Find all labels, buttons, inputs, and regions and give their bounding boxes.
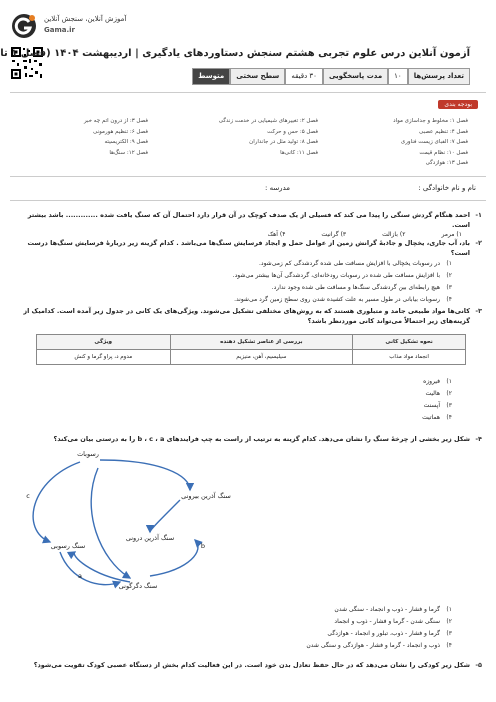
exam-meta [192, 68, 470, 85]
option-2[interactable]: ۲)با افزایش مسافت طی شده در رسوبات رودخانه‌ای، گردشدگی آن‌ها بیشتر می‌شود. [232, 272, 452, 279]
table-header: بررسی از عناصر تشکیل دهنده [170, 335, 353, 350]
arrow-b [150, 540, 198, 576]
budget-badge: بودجه بندی [438, 100, 478, 109]
school-field[interactable]: مدرسه : [264, 184, 290, 192]
arrow-c [33, 462, 80, 542]
divider [10, 92, 486, 93]
question-text: احمد هنگام گردش سنگی را پیدا می کند که فسیلی از یک صدف کوچک در آن قرار دارد احتمال آن که سنگ یافت شده ............. باشد بیشتر است. [27, 211, 470, 229]
table-header: ویژگی [37, 335, 171, 350]
option-2[interactable]: ۲)سنگی شدن - گرما و فشار - ذوب و انجماد [334, 618, 452, 625]
topic-item: فصل ۴: تنظیم عصبی [419, 128, 468, 135]
question-1 [16, 210, 482, 240]
arrow-top-right [100, 460, 190, 490]
divider [10, 176, 486, 177]
node-intrusive-igneous: سنگ آذرین درونی [125, 534, 175, 542]
topic-item: فصل ۸: تولید مثل در جانداران [249, 139, 318, 145]
question-number: ۲- [475, 239, 482, 247]
label-c: c [26, 492, 30, 500]
label-a: a [78, 572, 82, 580]
table-header: نحوه تشکیل کانی [353, 335, 466, 350]
table-header-row [37, 335, 466, 350]
topic-item: فصل ۱۰: نظام قیمت [419, 149, 468, 156]
duration-label: مدت پاسخگویی [323, 68, 388, 85]
option-4[interactable]: ۴) آهک [267, 231, 286, 238]
node-sedimentary-rock: سنگ رسوبی [50, 542, 86, 550]
option-1[interactable]: ۱)گرما و فشار - ذوب و انجماد - سنگی شدن [334, 606, 452, 613]
question-text: شکل زیر بخشی از چرخهٔ سنگ را نشان می‌دهد. کدام گزینه به ترتیب از راست به چپ فرایندهای b ، c ، a را به درستی بیان می‌کند؟ [53, 435, 470, 443]
question-5 [16, 660, 482, 670]
option-3[interactable]: ۳)هیچ رابطه‌ای بین گردشدگی سنگ‌ها و مسافت طی شده وجود ندارد. [271, 284, 452, 291]
topic-item: فصل ۳: از درون اتم چه خبر [83, 118, 148, 124]
question-text: شکل زیر کودکی را نشان می‌دهد که در حال حفظ تعادل بدن خود است. در این فعالیت کدام بخش از دستگاه عصبی کودک تقویت می‌شود؟ [33, 661, 470, 669]
option-1[interactable]: ۱)در رسوبات یخچالی با افزایش مسافت طی شده گردشدگی کم زمی‌شود. [258, 260, 452, 267]
student-name-field[interactable]: نام و نام خانوادگی : [418, 184, 476, 192]
option-3[interactable]: ۳)آپسنت [423, 402, 452, 409]
arrow-middle [150, 500, 180, 532]
table-cell: انجماد مواد مذاب [353, 350, 466, 365]
node-metamorphic-rock: سنگ دگرگونی [118, 582, 158, 590]
question-text: باد، آب جاری، یخچال و جاذبهٔ گرانش زمین از عوامل حمل و ایجاد فرسایش سنگ‌ها می‌باشد . کدام گزینه زیر دربارهٔ فرسایش سنگ‌ها درست است؟ [27, 239, 470, 257]
question-3-options [16, 376, 482, 424]
brand-tagline: آموزش آنلاین، سنجش آنلاین [44, 15, 127, 23]
table-row [37, 350, 466, 365]
table-cell: سیلیسیم، آهن، منیزیم [170, 350, 353, 365]
difficulty-label: سطح سختی [230, 68, 285, 85]
brand-text [44, 14, 126, 36]
topic-item: فصل ۹: الکتریسیته [104, 139, 148, 145]
question-3 [16, 306, 482, 326]
option-4[interactable]: ۴)هماتیت [422, 414, 452, 421]
label-b: b [200, 542, 206, 550]
node-extrusive-igneous: سنگ آذرین بیرونی [181, 492, 231, 500]
duration-value: ۳۰ دقیقه [285, 68, 323, 85]
option-1[interactable]: ۱)فیروزه [423, 378, 452, 385]
arrow-vertical [91, 468, 130, 578]
exam-title: آزمون آنلاین درس علوم تجربی هشتم سنجش دستاوردهای یادگیری | اردیبهشت ۱۴۰۴ (فصل ۱ تا [0, 48, 470, 59]
question-4-options [16, 604, 482, 652]
question-number: ۵- [475, 661, 482, 669]
topic-item: فصل ۵: حس و حرکت [267, 128, 318, 135]
question-number: ۳- [475, 307, 482, 315]
option-4[interactable]: ۴)رسوبات بیابانی در طول مسیر به علت کشیده شدن روی سطح زمین گرد می‌شوند. [234, 296, 452, 303]
topic-item: فصل ۶: تنظیم هورمونی [93, 128, 148, 135]
difficulty-value: متوسط [192, 68, 230, 85]
node-sediments: رسوبات [77, 450, 99, 458]
option-3[interactable]: ۳)گرما و فشار - ذوب، تبلور و انجماد - هوازدگی [327, 630, 452, 637]
budget-section [18, 100, 478, 170]
topic-item: فصل ۱۲: سنگ‌ها [109, 149, 148, 156]
arrow-left [74, 552, 130, 582]
option-3[interactable]: ۳) گرانیت [321, 231, 347, 238]
gama-logo-icon [10, 12, 38, 40]
option-2[interactable]: ۲) بازالت [382, 231, 406, 238]
topic-item: فصل ۱۳: هوازدگی [425, 160, 468, 166]
question-count-label: تعداد پرسش‌ها [408, 68, 470, 85]
question-count-value: ۱۰ [388, 68, 408, 85]
topic-item: فصل ۷: الفبای زیست فناوری [400, 139, 468, 145]
topic-item: فصل ۲: تغییرهای شیمیایی در خدمت زندگی [218, 118, 318, 124]
option-1[interactable]: ۱) مرمر [441, 231, 462, 238]
rock-cycle-diagram [20, 440, 260, 598]
question-number: ۴- [475, 435, 482, 443]
topic-item: فصل ۱۱: کانی‌ها [280, 149, 318, 156]
brand-site[interactable]: Gama.ir [44, 26, 75, 34]
topics-column-2 [219, 116, 318, 158]
mineral-table [36, 334, 466, 365]
table-cell: مدوم د، پراو گرما و کنش [37, 350, 171, 365]
brand-bar [0, 8, 496, 44]
divider [10, 200, 486, 201]
question-text: کانی‌ها مواد طبیعی جامد و متبلوری هستند که به روش‌های مختلفی تشکیل می‌شوند. ویژگی‌های یک کانی در جدول زیر آمده است. کدامیک از گزینه‌های زیر احتمالاً می‌تواند کانی موردنظر باشد؟ [23, 307, 470, 325]
topics-column-1 [393, 116, 468, 169]
option-2[interactable]: ۲)هالیت [425, 390, 452, 397]
topics-column-3 [84, 116, 148, 158]
topic-item: فصل ۱: مخلوط و جداسازی مواد [393, 118, 468, 124]
option-4[interactable]: ۴)ذوب و انجماد - گرما و فشار - هوازدگی و سنگی شدن [306, 642, 452, 649]
question-number: ۱- [475, 211, 482, 219]
question-2 [16, 238, 482, 306]
